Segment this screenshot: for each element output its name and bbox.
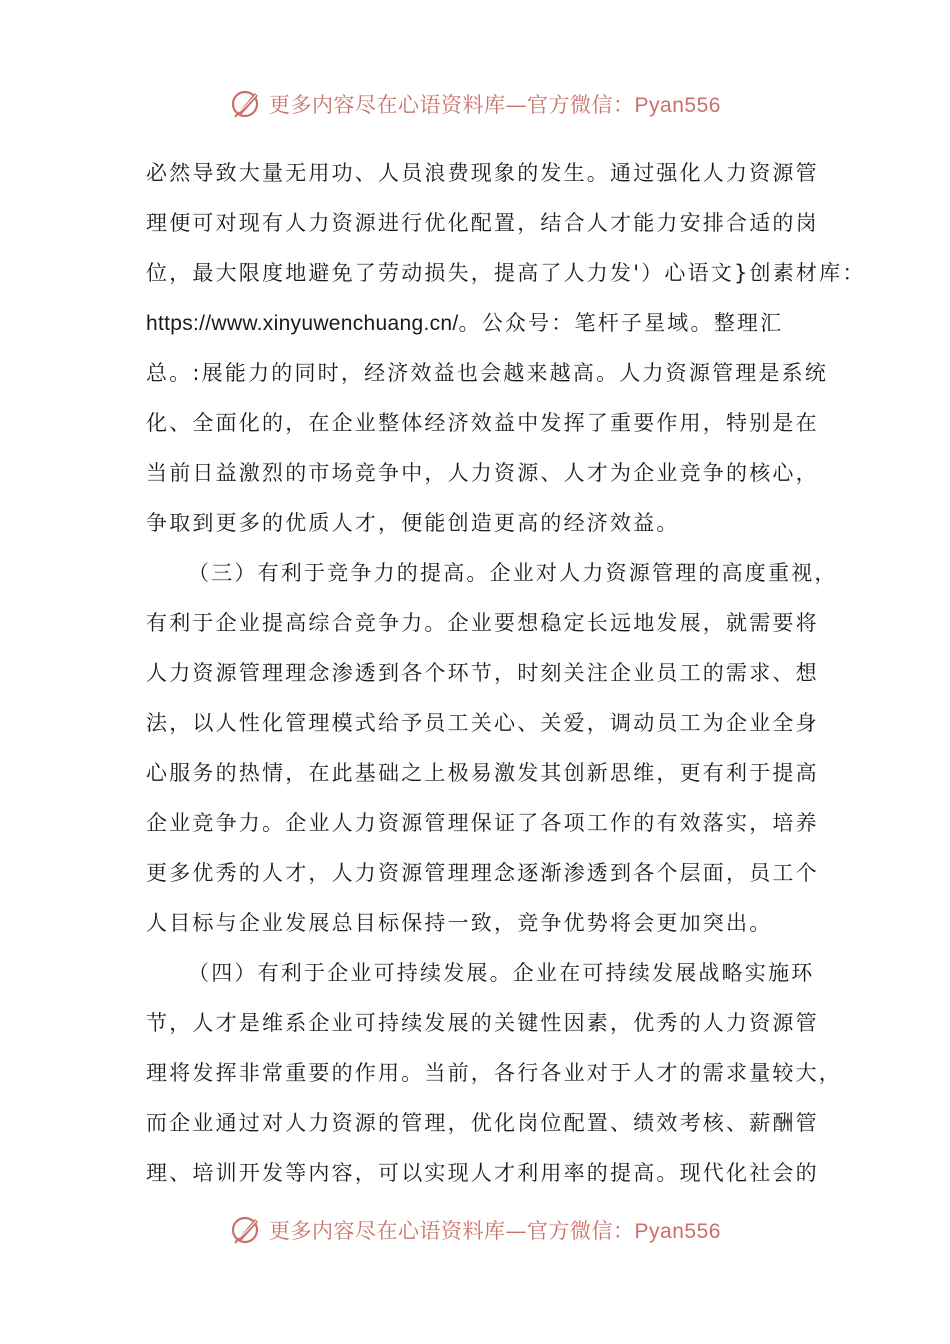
header-banner — [0, 84, 950, 124]
text-line: 人目标与企业发展总目标保持一致，竞争优势将会更加突出。 — [146, 911, 773, 935]
section-heading-line: （四）有利于企业可持续发展。企业在可持续发展战略实施环 — [188, 961, 815, 985]
footer-slogan: 更多内容尽在心语资料库 — [269, 1219, 506, 1243]
text-line: 当前日益激烈的市场竞争中，人力资源、人才为企业竞争的核心， — [146, 461, 819, 485]
url-line-rest: 。公众号：笔杆子星域。整理汇 — [458, 311, 784, 335]
header-slogan: 更多内容尽在心语资料库 — [269, 93, 506, 117]
text-line: 化、全面化的，在企业整体经济效益中发挥了重要作用，特别是在 — [146, 411, 819, 435]
text-line-url — [146, 298, 810, 348]
text-line: 总。:展能力的同时，经济效益也会越来越高。人力资源管理是系统 — [146, 361, 829, 385]
text-line: 更多优秀的人才，人力资源管理理念逐渐渗透到各个层面，员工个 — [146, 861, 819, 885]
footer-contact-label: 官方微信： — [527, 1219, 635, 1243]
text-line: 节，人才是维系企业可持续发展的关键性因素，优秀的人力资源管 — [146, 1011, 819, 1035]
section-heading-line: （三）有利于竞争力的提高。企业对人力资源管理的高度重视， — [188, 561, 838, 585]
text-line: 必然导致大量无用功、人员浪费现象的发生。通过强化人力资源管 — [146, 161, 819, 185]
footer-dash: — — [505, 1219, 528, 1243]
text-line: 理、培训开发等内容，可以实现人才利用率的提高。现代化社会的 — [146, 1161, 819, 1185]
quill-logo-icon — [229, 1213, 263, 1247]
header-dash: — — [505, 93, 528, 117]
footer-banner — [0, 1210, 950, 1250]
text-line: 人力资源管理理念渗透到各个环节，时刻关注企业员工的需求、想 — [146, 661, 819, 685]
text-line: 争取到更多的优质人才，便能创造更高的经济效益。 — [146, 511, 680, 535]
text-line: 理将发挥非常重要的作用。当前，各行各业对于人才的需求量较大， — [146, 1061, 842, 1085]
text-line: 位，最大限度地避免了劳动损失，提高了人力发'）心语文}创素材库： — [146, 261, 866, 285]
source-url-link[interactable]: https://www.xinyuwenchuang.cn/ — [146, 312, 459, 335]
header-banner-text — [269, 89, 721, 119]
text-line: 法，以人性化管理模式给予员工关心、关爱，调动员工为企业全身 — [146, 711, 819, 735]
quill-logo-icon — [229, 87, 263, 121]
text-line: 心服务的热情，在此基础之上极易激发其创新思维，更有利于提高 — [146, 761, 819, 785]
footer-banner-text — [269, 1215, 721, 1245]
text-line: 企业竞争力。企业人力资源管理保证了各项工作的有效落实，培养 — [146, 811, 819, 835]
document-body — [146, 148, 866, 1198]
text-line: 而企业通过对人力资源的管理，优化岗位配置、绩效考核、薪酬管 — [146, 1111, 819, 1135]
text-line: 理便可对现有人力资源进行优化配置，结合人才能力安排合适的岗 — [146, 211, 819, 235]
header-contact-id: Pyan556 — [634, 94, 721, 117]
header-contact-label: 官方微信： — [527, 93, 635, 117]
footer-contact-id: Pyan556 — [634, 1220, 721, 1243]
text-line: 有利于企业提高综合竞争力。企业要想稳定长远地发展，就需要将 — [146, 611, 819, 635]
